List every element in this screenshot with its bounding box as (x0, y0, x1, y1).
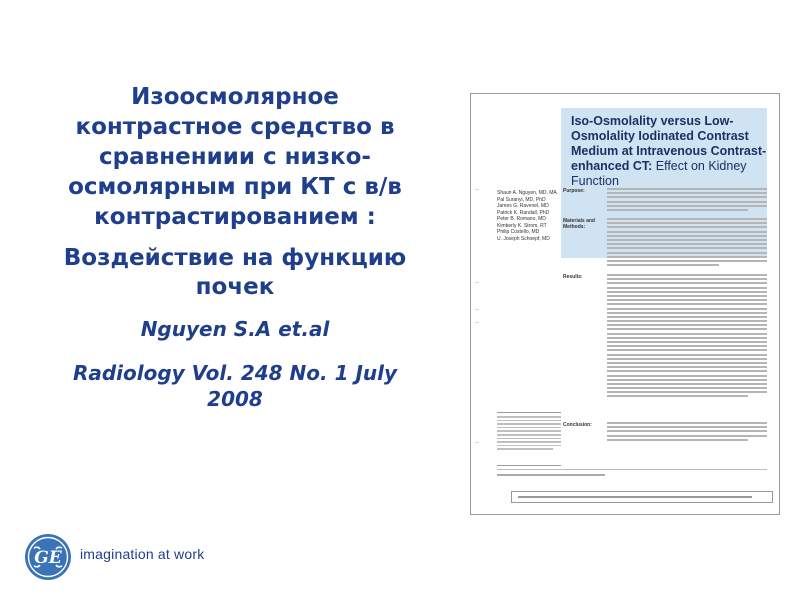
title-line: сравнениии с низко- (99, 144, 371, 170)
article-author: Shaun A. Nguyen, MD, MA (497, 190, 557, 196)
article-authors (497, 190, 559, 242)
section-label-results: Results: (563, 274, 583, 280)
margin-mark: — (475, 306, 479, 311)
ge-logo-icon (24, 533, 72, 581)
slide-subtitle (20, 244, 450, 302)
purpose-text (607, 188, 767, 213)
article-thumbnail (470, 93, 780, 515)
title-line: осмолярным при КТ с в/в (68, 174, 402, 200)
article-footer (497, 469, 767, 480)
slide-text-block (20, 82, 450, 412)
title-line: контрастное средство в (75, 114, 395, 140)
section-label-methods: Materials and Methods: (563, 218, 595, 230)
article-title-tail: Effect on Kidney Function (571, 159, 747, 188)
margin-mark: — (475, 439, 479, 444)
article-title (571, 114, 767, 189)
article-author: Patrick K. Randall, PhD (497, 209, 550, 216)
margin-mark: — (475, 319, 479, 324)
journal-line: Radiology Vol. 248 No. 1 July (72, 361, 398, 385)
title-line: контрастированием : (94, 204, 376, 230)
section-label-conclusion: Conclusion: (563, 422, 592, 428)
methods-text (607, 218, 767, 268)
article-author: Philip Costello, MD (497, 229, 540, 235)
conclusion-text (607, 422, 767, 443)
article-affiliation (497, 412, 561, 466)
title-line: Изоосмолярное (131, 84, 339, 110)
subtitle-line: почек (195, 274, 275, 300)
journal-line: 2008 (207, 387, 263, 411)
journal-citation (20, 360, 450, 412)
article-author: U. Joseph Schoepf, MD (497, 235, 550, 242)
section-label-purpose: Purpose: (563, 188, 585, 194)
subtitle-line: Воздействие на функцию (63, 245, 407, 271)
article-author: Kimberly K. Strom, RT (497, 222, 547, 229)
article-doi-bar (511, 491, 773, 503)
author-line: Nguyen S.A et.al (140, 317, 330, 341)
article-title-main: Iso-Osmolality versus Low-Osmolality Iodinated Contrast Medium at Intravenous Contrast-enhanced CT: (571, 114, 767, 173)
slide-title (20, 82, 450, 232)
margin-mark: — (475, 279, 479, 284)
results-text (607, 274, 767, 400)
article-author: Peter B. Romano, MD (497, 216, 546, 222)
article-author: Pal Suranyi, MD, PhD (497, 196, 546, 203)
article-author: James G. Ravenel, MD (497, 203, 549, 209)
tagline: imagination at work (80, 546, 205, 562)
svg-text:GE: GE (34, 548, 62, 568)
margin-mark: — (475, 186, 479, 191)
